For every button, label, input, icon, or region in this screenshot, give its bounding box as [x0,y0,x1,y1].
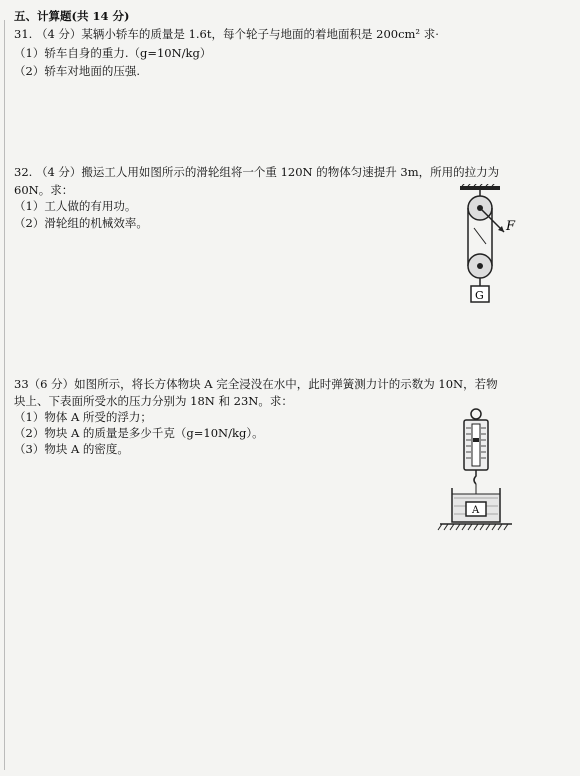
q33-part-1: （1）物体 A 所受的浮力； [14,410,152,424]
q31-stem: 31. （4 分）某辆小轿车的质量是 1.6t，每个轮子与地面的着地面积是 200cm² 求· [14,27,439,41]
q33-part-3: （3）物块 A 的密度。 [14,442,129,456]
page-edge [4,20,5,770]
q33-stem-line2: 块上、下表面所受水的压力分别为 18N 和 23N。求： [14,394,293,408]
q31-part-1: （1）轿车自身的重力.（g=10N/kg） [14,46,212,60]
q32-part-2: （2）滑轮组的机械效率。 [14,216,148,230]
q31-part-2: （2）轿车对地面的压强. [14,64,140,78]
q32-stem-line1: 32. （4 分）搬运工人用如图所示的滑轮组将一个重 120N 的物体匀速提升 3m，所用的拉力为 [14,165,500,179]
spring-scale-figure [436,406,516,532]
q32-stem-line2: 60N。求： [14,183,74,197]
force-label: F [506,219,516,234]
pulley-system-figure [452,184,524,304]
q33-part-2: （2）物块 A 的质量是多少千克（g=10N/kg）。 [14,426,264,440]
q33-stem-line1: 33（6 分）如图所示，将长方体物块 A 完全浸没在水中，此时弹簧测力计的示数为 10N，若物 [14,377,498,391]
weight-label: G [475,289,484,302]
block-label: A [472,505,480,516]
q32-part-1: （1）工人做的有用功。 [14,199,137,213]
section-title: 五、计算题(共 14 分) [14,9,130,23]
